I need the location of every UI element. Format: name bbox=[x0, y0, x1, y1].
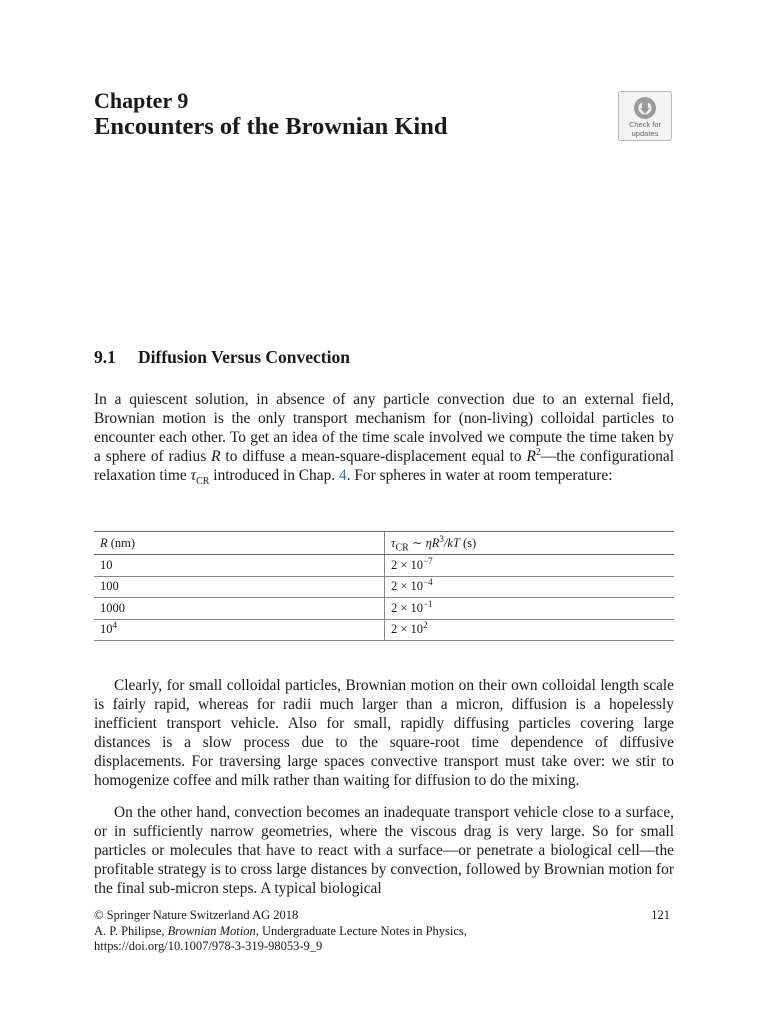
paragraph-1 bbox=[94, 390, 674, 488]
cell-radius bbox=[94, 619, 385, 641]
header-radius bbox=[94, 532, 385, 555]
p1-sup-2: 2 bbox=[535, 446, 541, 458]
page bbox=[94, 0, 674, 1024]
tau-exp: −4 bbox=[423, 577, 433, 588]
citation-author: A. P. Philipse, bbox=[94, 923, 168, 938]
tau-base: 2 × 10 bbox=[391, 579, 424, 594]
relaxation-time-table bbox=[94, 531, 674, 641]
doi-link[interactable]: https://doi.org/10.1007/978-3-319-98053-9_9 bbox=[94, 939, 323, 953]
header-eta-r: ηR bbox=[425, 536, 440, 550]
table-row bbox=[94, 598, 674, 620]
tau-exp: −7 bbox=[423, 555, 433, 566]
p1-var-r: R bbox=[211, 448, 221, 465]
p1-text-e: . For spheres in water at room temperature: bbox=[346, 467, 613, 484]
header-sup-3: 3 bbox=[439, 533, 444, 544]
paragraph-2: Clearly, for small colloidal particles, Brownian motion on their own colloidal length scale is fairly rapid, whereas for radii much larger than a micron, diffusion is a hopelessly inefficient transport vehicle. Also for small, rapidly diffusing particles covering large distances is a slow process due to the square-root time dependence of diffusive displacements. For traversing large spaces convective transport must take over: we stir to homogenize coffee and milk rather than waiting for diffusion to do the mixing. bbox=[94, 677, 674, 789]
citation-book-title: Brownian Motion bbox=[167, 923, 256, 938]
cell-tau bbox=[385, 619, 675, 641]
header-tilde: ∼ bbox=[408, 536, 426, 550]
p1-var-r2: R bbox=[526, 448, 536, 465]
p1-text-b: to diffuse a mean-square-displacement equal to bbox=[220, 448, 527, 465]
section-title: Diffusion Versus Convection bbox=[138, 347, 350, 367]
p1-text-a: In a quiescent solution, in absence of any particle convection due to an external field, Brownian motion is the only transport mechanism for (non-living) colloidal particles to encounter each other. To get an idea of the time scale involved we compute the time taken by a sphere of radius bbox=[94, 391, 674, 465]
table-header-row bbox=[94, 532, 674, 555]
tau-base: 2 × 10 bbox=[391, 557, 424, 572]
section-number: 9.1 bbox=[94, 347, 116, 367]
radius-base: 100 bbox=[100, 579, 119, 594]
cell-radius bbox=[94, 598, 385, 620]
page-number: 121 bbox=[651, 908, 670, 922]
citation-line bbox=[94, 924, 674, 940]
radius-base: 10 bbox=[100, 622, 113, 637]
header-r-var: R bbox=[100, 535, 108, 550]
tau-base: 2 × 10 bbox=[391, 600, 424, 615]
chapter-title: Encounters of the Brownian Kind bbox=[94, 113, 448, 140]
chapter-4-link[interactable]: 4 bbox=[338, 467, 347, 484]
tau-exp: −1 bbox=[423, 598, 433, 609]
check-for-updates-icon bbox=[632, 96, 658, 120]
p1-text-d: introduced in Chap. bbox=[209, 467, 339, 484]
cell-radius bbox=[94, 555, 385, 577]
page-footer bbox=[94, 908, 674, 955]
badge-line-1: Check for bbox=[628, 120, 662, 129]
radius-base: 10 bbox=[100, 557, 113, 572]
cell-tau bbox=[385, 576, 675, 598]
chapter-label: Chapter 9 bbox=[94, 88, 189, 113]
radius-exp: 4 bbox=[112, 620, 117, 631]
cell-tau bbox=[385, 555, 675, 577]
header-s-unit: (s) bbox=[459, 536, 477, 550]
p1-text-c: —the configurational relaxation time bbox=[94, 448, 674, 484]
copyright-line: © Springer Nature Switzerland AG 2018 bbox=[94, 908, 299, 922]
tau-exp: 2 bbox=[423, 620, 428, 631]
radius-base: 1000 bbox=[100, 600, 125, 615]
table-row bbox=[94, 555, 674, 577]
check-for-updates-badge[interactable] bbox=[618, 91, 672, 141]
header-tau-sub: CR bbox=[395, 542, 409, 554]
paragraph-3: On the other hand, convection becomes an inadequate transport vehicle close to a surface, or in sufficiently narrow geometries, where the viscous drag is very large. So for small particles or molecules that have to react with a surface—or penetrate a biological cell—the profitable strategy is to cross large distances by convection, followed by Brownian motion for the final sub-micron steps. A typical biological bbox=[94, 804, 674, 897]
table-row bbox=[94, 619, 674, 641]
header-r-unit: (nm) bbox=[107, 535, 136, 550]
header-tau-sym: τ bbox=[391, 536, 396, 550]
citation-series: , Undergraduate Lecture Notes in Physics, bbox=[255, 923, 467, 938]
cell-radius bbox=[94, 576, 385, 598]
p1-sub-cr: CR bbox=[196, 476, 210, 488]
tau-base: 2 × 10 bbox=[391, 622, 424, 637]
p1-tau: τ bbox=[190, 467, 197, 484]
header-tau bbox=[385, 532, 675, 555]
header-kt: /kT bbox=[443, 536, 460, 550]
cell-tau bbox=[385, 598, 675, 620]
badge-line-2: updates bbox=[631, 128, 659, 138]
table-row bbox=[94, 576, 674, 598]
section-heading bbox=[94, 346, 350, 368]
